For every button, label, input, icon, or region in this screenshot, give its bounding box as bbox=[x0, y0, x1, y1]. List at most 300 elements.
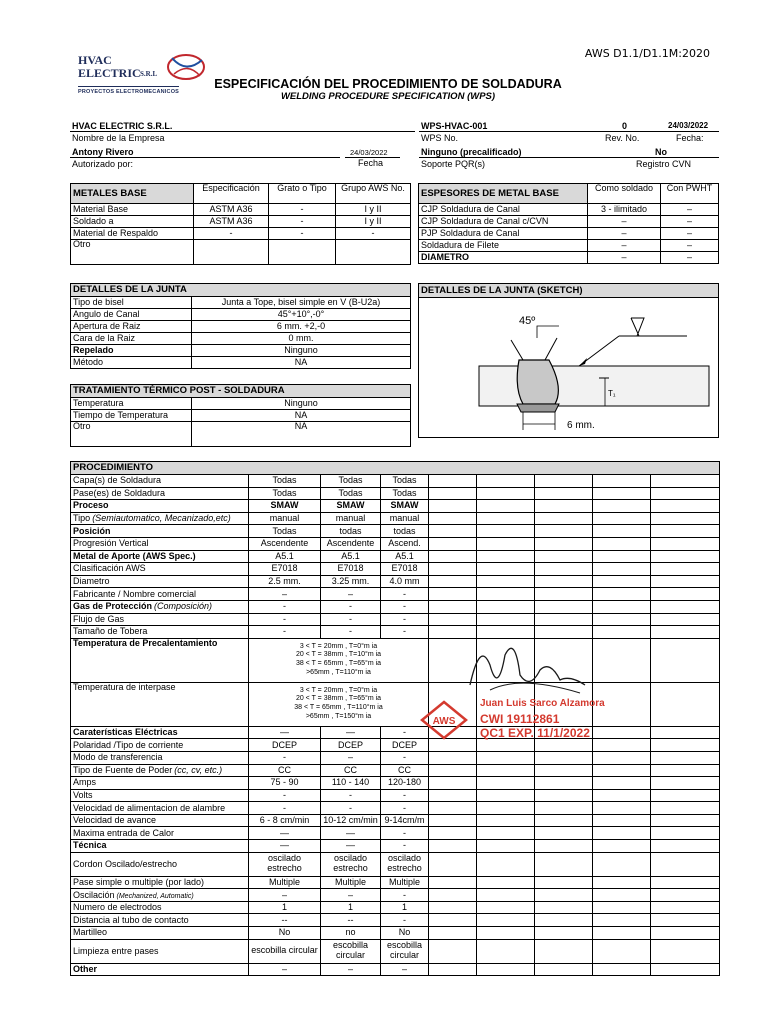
proc-label-text: Tipo de Fuente de Poder bbox=[73, 764, 173, 775]
proc-cell: E7018 bbox=[381, 563, 429, 576]
proc-cell: - bbox=[381, 726, 429, 739]
aws-logo-icon bbox=[420, 700, 468, 740]
proc-empty-cell bbox=[477, 537, 535, 550]
proc-row-label bbox=[71, 600, 249, 613]
proc-empty-cell bbox=[593, 613, 651, 626]
proc-empty-cell bbox=[535, 789, 593, 802]
proc-row-label bbox=[71, 550, 249, 563]
proc-empty-cell bbox=[651, 739, 720, 752]
pwht-value: NA bbox=[192, 422, 411, 447]
proc-cell: Todas bbox=[249, 475, 321, 488]
proc-empty-cell bbox=[477, 550, 535, 563]
proc-cell: 75 - 90 bbox=[249, 777, 321, 790]
proc-label-extra: (Composición) bbox=[154, 601, 213, 612]
proc-empty-cell bbox=[535, 500, 593, 513]
procedimiento-title: PROCEDIMIENTO bbox=[71, 462, 720, 475]
proc-cell: 3.25 mm. bbox=[321, 575, 381, 588]
proc-empty-cell bbox=[477, 876, 535, 889]
proc-empty-cell bbox=[429, 751, 477, 764]
proc-label-text: Flujo de Gas bbox=[73, 613, 125, 624]
proc-cell: - bbox=[249, 751, 321, 764]
proc-cell: - bbox=[249, 802, 321, 815]
proc-empty-cell bbox=[477, 889, 535, 902]
proc-empty-cell bbox=[651, 600, 720, 613]
junta-value: 6 mm. +2,-0 bbox=[192, 321, 411, 333]
proc-cell: E7018 bbox=[321, 563, 381, 576]
proc-empty-cell bbox=[593, 927, 651, 940]
proc-empty-cell bbox=[593, 939, 651, 963]
proc-empty-cell bbox=[429, 537, 477, 550]
proc-row-label bbox=[71, 500, 249, 513]
proc-cell: no bbox=[321, 927, 381, 940]
proc-empty-cell bbox=[535, 802, 593, 815]
proc-empty-cell bbox=[429, 840, 477, 853]
espesores-row-label: PJP Soldadura de Canal bbox=[419, 228, 588, 240]
metales-title: METALES BASE bbox=[71, 184, 194, 204]
espesores-row-label: CJP Soldadura de Canal bbox=[419, 204, 588, 216]
proc-label-text: Oscilación bbox=[73, 889, 115, 900]
pwht-row-label: Temperatura bbox=[71, 398, 192, 410]
proc-empty-cell bbox=[535, 852, 593, 876]
espesores-cell: – bbox=[588, 252, 661, 264]
proc-label-text: Proceso bbox=[73, 500, 109, 511]
proc-empty-cell bbox=[593, 537, 651, 550]
espesores-cell: – bbox=[661, 216, 719, 228]
proc-empty-cell bbox=[477, 840, 535, 853]
proc-empty-cell bbox=[651, 764, 720, 777]
proc-row bbox=[71, 575, 720, 588]
proc-row-label bbox=[71, 613, 249, 626]
junta-value: Junta a Tope, bisel simple en V (B-U2a) bbox=[192, 297, 411, 309]
stamp-exp: QC1 EXP. 11/1/2022 bbox=[480, 726, 590, 740]
proc-row-label bbox=[71, 537, 249, 550]
proc-empty-cell bbox=[651, 537, 720, 550]
proc-row-label bbox=[71, 840, 249, 853]
proc-cell: SMAW bbox=[381, 500, 429, 513]
proc-cell: escobilla circular bbox=[381, 939, 429, 963]
proc-empty-cell bbox=[429, 963, 477, 976]
proc-empty-cell bbox=[651, 901, 720, 914]
proc-empty-cell bbox=[535, 889, 593, 902]
proc-cell: todas bbox=[321, 525, 381, 538]
proc-empty-cell bbox=[593, 525, 651, 538]
proc-cell: No bbox=[249, 927, 321, 940]
metales-col-grupo: Grupo AWS No. bbox=[336, 184, 411, 204]
proc-cell: - bbox=[249, 626, 321, 639]
proc-row-label bbox=[71, 764, 249, 777]
proc-empty-cell bbox=[535, 600, 593, 613]
proc-empty-cell bbox=[651, 563, 720, 576]
junta-value: Ninguno bbox=[192, 345, 411, 357]
proc-empty-cell bbox=[535, 563, 593, 576]
proc-row bbox=[71, 739, 720, 752]
espesores-table bbox=[418, 183, 719, 264]
proc-empty-cell bbox=[535, 588, 593, 601]
metales-cell: - bbox=[336, 228, 411, 240]
proc-cell: Multiple bbox=[249, 876, 321, 889]
proc-cell: - bbox=[381, 889, 429, 902]
proc-cell: oscilado estrecho bbox=[381, 852, 429, 876]
proc-empty-cell bbox=[535, 939, 593, 963]
proc-cell: -- bbox=[249, 914, 321, 927]
proc-empty-cell bbox=[593, 600, 651, 613]
proc-empty-cell bbox=[651, 638, 720, 682]
proc-empty-cell bbox=[535, 963, 593, 976]
proc-row-label bbox=[71, 739, 249, 752]
logo-srl: S.R.L bbox=[140, 70, 158, 78]
proc-row bbox=[71, 764, 720, 777]
proc-row bbox=[71, 927, 720, 940]
metales-cell bbox=[194, 240, 269, 265]
proc-cell: - bbox=[249, 789, 321, 802]
proc-empty-cell bbox=[535, 914, 593, 927]
proc-empty-cell bbox=[429, 876, 477, 889]
proc-cell: - bbox=[381, 914, 429, 927]
proc-cell: – bbox=[249, 889, 321, 902]
proc-label-text: Velocidad de alimentacion de alambre bbox=[73, 802, 226, 813]
espesores-cell: – bbox=[588, 228, 661, 240]
proc-row bbox=[71, 777, 720, 790]
proc-row-label bbox=[71, 726, 249, 739]
pqr-value: Ninguno (precalificado) bbox=[421, 147, 522, 157]
proc-cell: — bbox=[321, 726, 381, 739]
proc-empty-cell bbox=[477, 777, 535, 790]
proc-cell: A5.1 bbox=[381, 550, 429, 563]
proc-empty-cell bbox=[593, 901, 651, 914]
proc-empty-cell bbox=[429, 500, 477, 513]
proc-cell: – bbox=[321, 588, 381, 601]
proc-cell: Todas bbox=[249, 525, 321, 538]
proc-row-label bbox=[71, 802, 249, 815]
espesores-title: ESPESORES DE METAL BASE bbox=[419, 184, 588, 204]
proc-empty-cell bbox=[651, 550, 720, 563]
espesores-cell: – bbox=[661, 252, 719, 264]
pwht-table bbox=[70, 384, 411, 447]
proc-empty-cell bbox=[651, 789, 720, 802]
proc-empty-cell bbox=[651, 802, 720, 815]
junta-value: 0 mm. bbox=[192, 333, 411, 345]
proc-cell: – bbox=[249, 963, 321, 976]
proc-empty-cell bbox=[429, 889, 477, 902]
page-title: ESPECIFICACIÓN DEL PROCEDIMIENTO DE SOLDADURA bbox=[214, 77, 562, 91]
rev-number: 0 bbox=[622, 121, 628, 131]
proc-row bbox=[71, 852, 720, 876]
proc-cell: - bbox=[321, 789, 381, 802]
proc-label-text: Volts bbox=[73, 789, 93, 800]
proc-row-label bbox=[71, 901, 249, 914]
proc-cell: DCEP bbox=[321, 739, 381, 752]
logo-line2: ELECTRIC bbox=[78, 66, 141, 80]
sketch-title: DETALLES DE LA JUNTA (SKETCH) bbox=[419, 284, 718, 298]
proc-empty-cell bbox=[535, 876, 593, 889]
proc-empty-cell bbox=[593, 575, 651, 588]
proc-empty-cell bbox=[593, 777, 651, 790]
proc-cell: manual bbox=[321, 512, 381, 525]
junta-row-label: Cara de la Raiz bbox=[71, 333, 192, 345]
proc-cell: – bbox=[321, 889, 381, 902]
proc-cell: Multiple bbox=[321, 876, 381, 889]
proc-label-text: Fabricante / Nombre comercial bbox=[73, 588, 197, 599]
junta-title: DETALLES DE LA JUNTA bbox=[71, 284, 411, 297]
weld-joint-sketch bbox=[419, 298, 718, 438]
proc-cell: Multiple bbox=[381, 876, 429, 889]
proc-empty-cell bbox=[429, 600, 477, 613]
proc-merged-cell bbox=[249, 682, 429, 726]
proc-cell: - bbox=[381, 802, 429, 815]
proc-empty-cell bbox=[429, 613, 477, 626]
metales-cell bbox=[269, 240, 336, 265]
proc-empty-cell bbox=[651, 777, 720, 790]
proc-cell: Todas bbox=[381, 487, 429, 500]
proc-label-text: Temperatura de Precalentamiento bbox=[73, 638, 218, 648]
auth-date-label: Fecha bbox=[358, 158, 384, 168]
proc-empty-cell bbox=[651, 876, 720, 889]
proc-empty-cell bbox=[593, 563, 651, 576]
rev-label: Rev. No. bbox=[605, 133, 640, 143]
proc-label-text: Other bbox=[73, 963, 98, 974]
proc-cell: CC bbox=[381, 764, 429, 777]
wps-label: WPS No. bbox=[421, 133, 459, 143]
proc-label-text: Progresión Vertical bbox=[73, 538, 149, 549]
metales-cell: - bbox=[194, 228, 269, 240]
proc-empty-cell bbox=[593, 638, 651, 682]
proc-empty-cell bbox=[593, 588, 651, 601]
proc-empty-cell bbox=[593, 876, 651, 889]
junta-value: 45°+10°,-0° bbox=[192, 309, 411, 321]
proc-row bbox=[71, 626, 720, 639]
proc-row bbox=[71, 537, 720, 550]
proc-cell: oscilado estrecho bbox=[321, 852, 381, 876]
proc-empty-cell bbox=[429, 927, 477, 940]
company-underline bbox=[70, 131, 415, 132]
proc-empty-cell bbox=[477, 525, 535, 538]
proc-row bbox=[71, 613, 720, 626]
proc-empty-cell bbox=[477, 939, 535, 963]
proc-cell: - bbox=[381, 600, 429, 613]
proc-row-label bbox=[71, 852, 249, 876]
proc-cell: 10-12 cm/min bbox=[321, 814, 381, 827]
metales-cell: ASTM A36 bbox=[194, 204, 269, 216]
sketch-angle-label: 45º bbox=[519, 315, 536, 327]
proc-empty-cell bbox=[477, 827, 535, 840]
proc-label-text: Distancia al tubo de contacto bbox=[73, 914, 189, 925]
proc-empty-cell bbox=[651, 487, 720, 500]
proc-label-text: Diametro bbox=[73, 576, 110, 587]
proc-label-text: Técnica bbox=[73, 840, 107, 851]
espesores-col-pwht: Con PWHT bbox=[661, 184, 719, 204]
logo-tagline: PROYECTOS ELECTROMECANICOS bbox=[78, 86, 179, 95]
proc-cell: 120-180 bbox=[381, 777, 429, 790]
proc-row bbox=[71, 563, 720, 576]
proc-label-text: Clasificación AWS bbox=[73, 563, 146, 574]
proc-label-text: Metal de Aporte (AWS Spec.) bbox=[73, 550, 196, 561]
proc-cell: Todas bbox=[381, 475, 429, 488]
proc-row-label bbox=[71, 927, 249, 940]
proc-row-label bbox=[71, 626, 249, 639]
proc-label-text: Pase simple o multiple (por lado) bbox=[73, 876, 205, 887]
proc-row bbox=[71, 525, 720, 538]
proc-cell: -- bbox=[321, 914, 381, 927]
junta-row-label: Repelado bbox=[71, 345, 192, 357]
stamp-name: Juan Luis Sarco Alzamora bbox=[480, 698, 605, 709]
proc-cell: No bbox=[381, 927, 429, 940]
espesores-row-label: DIAMETRO bbox=[419, 252, 588, 264]
proc-cell: 1 bbox=[321, 901, 381, 914]
proc-empty-cell bbox=[651, 525, 720, 538]
authorized-label: Autorizado por: bbox=[72, 159, 134, 169]
proc-row-label bbox=[71, 638, 249, 682]
proc-cell: – bbox=[321, 963, 381, 976]
proc-cell: 6 - 8 cm/min bbox=[249, 814, 321, 827]
proc-empty-cell bbox=[593, 626, 651, 639]
proc-cell: escobilla circular bbox=[249, 939, 321, 963]
proc-row bbox=[71, 901, 720, 914]
proc-empty-cell bbox=[429, 575, 477, 588]
pwht-value: NA bbox=[192, 410, 411, 422]
proc-cell: - bbox=[321, 626, 381, 639]
proc-empty-cell bbox=[477, 901, 535, 914]
junta-row-label: Angulo de Canal bbox=[71, 309, 192, 321]
proc-label-text: Caraterísticas Eléctricas bbox=[73, 727, 178, 738]
proc-cell: - bbox=[321, 600, 381, 613]
page-subtitle: WELDING PROCEDURE SPECIFICATION (WPS) bbox=[280, 91, 496, 102]
metales-row-label: Material de Respaldo bbox=[71, 228, 194, 240]
proc-cell: SMAW bbox=[249, 500, 321, 513]
proc-row-label bbox=[71, 563, 249, 576]
proc-empty-cell bbox=[477, 588, 535, 601]
proc-empty-cell bbox=[651, 751, 720, 764]
proc-row bbox=[71, 963, 720, 976]
pwht-value: Ninguno bbox=[192, 398, 411, 410]
proc-empty-cell bbox=[593, 914, 651, 927]
proc-empty-cell bbox=[593, 963, 651, 976]
proc-cell: 1 bbox=[249, 901, 321, 914]
proc-empty-cell bbox=[429, 852, 477, 876]
proc-cell: - bbox=[321, 802, 381, 815]
proc-row bbox=[71, 914, 720, 927]
proc-cell: - bbox=[249, 613, 321, 626]
metales-row-label: Material Base bbox=[71, 204, 194, 216]
metales-col-spec: Especificación bbox=[194, 184, 269, 204]
proc-cell: — bbox=[321, 840, 381, 853]
proc-label-text: Posición bbox=[73, 525, 111, 536]
proc-row-label bbox=[71, 963, 249, 976]
proc-temp-line: 20 < T = 38mm , T=10°m ia bbox=[295, 651, 382, 659]
proc-empty-cell bbox=[477, 563, 535, 576]
proc-cell: - bbox=[249, 600, 321, 613]
espesores-cell: – bbox=[588, 240, 661, 252]
proc-cell: 110 - 140 bbox=[321, 777, 381, 790]
proc-empty-cell bbox=[477, 802, 535, 815]
procedimiento-table bbox=[70, 461, 720, 976]
proc-row-label bbox=[71, 814, 249, 827]
metales-row-label: Otro bbox=[71, 240, 194, 265]
proc-temp-line: 3 < T = 20mm , T=0°m ia bbox=[299, 642, 378, 650]
proc-empty-cell bbox=[593, 500, 651, 513]
proc-row bbox=[71, 827, 720, 840]
proc-cell: - bbox=[381, 789, 429, 802]
proc-cell: - bbox=[381, 827, 429, 840]
proc-empty-cell bbox=[429, 814, 477, 827]
proc-cell: — bbox=[249, 827, 321, 840]
proc-label-text: Numero de electrodos bbox=[73, 902, 162, 913]
proc-empty-cell bbox=[477, 789, 535, 802]
proc-empty-cell bbox=[535, 613, 593, 626]
proc-empty-cell bbox=[477, 487, 535, 500]
proc-cell: Todas bbox=[249, 487, 321, 500]
proc-row bbox=[71, 487, 720, 500]
authorized-underline bbox=[70, 157, 340, 158]
proc-label-extra: (Mechanized, Automatic) bbox=[116, 892, 194, 900]
proc-empty-cell bbox=[593, 764, 651, 777]
proc-cell: todas bbox=[381, 525, 429, 538]
wps-underline bbox=[419, 131, 719, 132]
proc-row bbox=[71, 751, 720, 764]
proc-empty-cell bbox=[593, 751, 651, 764]
proc-empty-cell bbox=[429, 939, 477, 963]
proc-row bbox=[71, 588, 720, 601]
proc-empty-cell bbox=[429, 764, 477, 777]
proc-cell: A5.1 bbox=[321, 550, 381, 563]
proc-temp-line: >65mm , T=150°m ia bbox=[305, 712, 372, 720]
proc-empty-cell bbox=[429, 777, 477, 790]
proc-empty-cell bbox=[651, 852, 720, 876]
metales-col-grado: Grato o Tipo bbox=[269, 184, 336, 204]
sketch-gap-label: 6 mm. bbox=[567, 420, 595, 431]
proc-cell: DCEP bbox=[249, 739, 321, 752]
espesores-row-label: CJP Soldadura de Canal c/CVN bbox=[419, 216, 588, 228]
proc-cell: – bbox=[381, 963, 429, 976]
proc-label-extra: (cc, cv, etc.) bbox=[174, 764, 223, 775]
proc-empty-cell bbox=[477, 613, 535, 626]
proc-empty-cell bbox=[429, 550, 477, 563]
proc-cell: — bbox=[249, 726, 321, 739]
proc-empty-cell bbox=[477, 512, 535, 525]
proc-label-extra: (Semiautomatico, Mecanizado,etc) bbox=[92, 513, 231, 524]
proc-cell: 4.0 mm bbox=[381, 575, 429, 588]
proc-empty-cell bbox=[429, 914, 477, 927]
pwht-row-label: Tiempo de Temperatura bbox=[71, 410, 192, 422]
proc-row-label bbox=[71, 876, 249, 889]
proc-empty-cell bbox=[535, 927, 593, 940]
proc-cell: - bbox=[321, 613, 381, 626]
proc-empty-cell bbox=[429, 563, 477, 576]
proc-empty-cell bbox=[477, 927, 535, 940]
metales-cell: - bbox=[269, 204, 336, 216]
proc-empty-cell bbox=[593, 512, 651, 525]
proc-cell: manual bbox=[381, 512, 429, 525]
proc-cell: oscilado estrecho bbox=[249, 852, 321, 876]
proc-empty-cell bbox=[651, 914, 720, 927]
proc-cell: SMAW bbox=[321, 500, 381, 513]
proc-label-text: Polaridad /Tipo de corriente bbox=[73, 739, 184, 750]
proc-empty-cell bbox=[535, 475, 593, 488]
proc-row-label bbox=[71, 789, 249, 802]
proc-temp-line: 38 < T = 65mm , T=65°m ia bbox=[295, 660, 382, 668]
proc-empty-cell bbox=[593, 475, 651, 488]
proc-empty-cell bbox=[477, 475, 535, 488]
proc-cell: Ascendente bbox=[249, 537, 321, 550]
proc-empty-cell bbox=[651, 588, 720, 601]
junta-row-label: Apertura de Raiz bbox=[71, 321, 192, 333]
proc-empty-cell bbox=[593, 852, 651, 876]
proc-temp-line: 20 < T = 38mm , T=65°m ia bbox=[295, 695, 382, 703]
cvn-label: Registro CVN bbox=[636, 159, 692, 169]
proc-empty-cell bbox=[593, 814, 651, 827]
logo bbox=[76, 52, 211, 100]
sketch-t-label: T₁ bbox=[608, 389, 616, 398]
proc-row bbox=[71, 638, 720, 682]
